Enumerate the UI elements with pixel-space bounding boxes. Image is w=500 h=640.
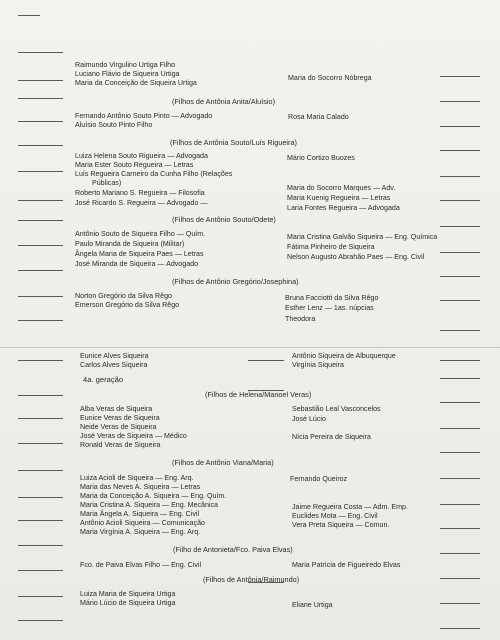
name-entry: Luciano Flávio de Siqueira Urtiga bbox=[75, 70, 180, 78]
name-entry: Paulo Miranda de Siqueira (Militar) bbox=[75, 240, 185, 248]
ruled-line bbox=[440, 226, 480, 227]
name-entry: Eunice Alves Siqueira bbox=[80, 352, 149, 360]
ruled-line bbox=[18, 121, 63, 122]
name-entry: Carlos Alves Siqueira bbox=[80, 361, 148, 369]
name-entry: Luiza Acioli de Siqueira — Eng. Arq. bbox=[80, 474, 194, 482]
ruled-line bbox=[18, 545, 63, 546]
ruled-line bbox=[440, 126, 480, 127]
ruled-line bbox=[18, 200, 63, 201]
ruled-line bbox=[18, 220, 63, 221]
spouse-entry: Laria Fontes Regueira — Advogada bbox=[287, 204, 400, 212]
spouse-entry: Nícia Pereira de Siqueira bbox=[292, 433, 371, 441]
name-entry: Ronald Veras de Siqueira bbox=[80, 441, 161, 449]
ruled-line bbox=[18, 470, 63, 471]
name-entry: Raimundo Virgulino Urtiga Filho bbox=[75, 61, 176, 69]
ruled-line bbox=[440, 252, 480, 253]
family-heading: (Filhos de Antônia Anita/Aluísio) bbox=[172, 97, 276, 106]
ruled-line bbox=[440, 628, 480, 629]
name-entry: Antônio Acioli Siqueira — Comunicação bbox=[80, 519, 205, 527]
name-entry: Eunice Veras de Siqueira bbox=[80, 414, 160, 422]
ruled-line bbox=[440, 478, 480, 479]
ruled-line bbox=[440, 150, 480, 151]
ruled-line bbox=[440, 176, 480, 177]
ruled-line bbox=[440, 402, 480, 403]
name-entry: Aluísio Souto Pinto Filho bbox=[75, 121, 153, 129]
family-heading: (Filhos de Antônia/Raimundo) bbox=[203, 575, 300, 584]
name-entry: Antônio Souto de Siqueira Filho — Quím. bbox=[75, 230, 206, 238]
name-entry: Luiza Maria de Siqueira Urtiga bbox=[80, 590, 176, 598]
page-fold bbox=[0, 347, 500, 348]
spouse-entry: Sebastião Leal Vasconcelos bbox=[292, 405, 381, 413]
ruled-line bbox=[18, 98, 63, 99]
spouse-entry: Fátima Pinheiro de Siqueira bbox=[287, 243, 375, 251]
ruled-line bbox=[440, 578, 480, 579]
ruled-line bbox=[440, 276, 480, 277]
name-entry: Maria Ângela A. Siqueira — Eng. Civil bbox=[80, 510, 200, 518]
ruled-line bbox=[18, 360, 63, 361]
spouse-entry: Maria Patrícia de Figueiredo Elvas bbox=[292, 561, 401, 569]
spouse-entry: Rosa Maria Calado bbox=[288, 113, 349, 121]
name-entry: José Ricardo S. Regueira — Advogado — bbox=[75, 199, 208, 207]
name-entry: José Veras de Siqueira — Médico bbox=[80, 432, 187, 440]
name-entry: Luís Regueira Carneiro da Cunha Filho (Relações bbox=[75, 170, 233, 178]
name-entry: Roberto Mariano S. Regueira — Filosofia bbox=[75, 189, 205, 197]
ruled-line bbox=[440, 101, 480, 102]
name-entry: Luiza Helena Souto Rigueira — Advogada bbox=[75, 152, 208, 160]
ruled-line bbox=[440, 360, 480, 361]
spouse-entry: Maria Cristina Galvão Siqueira — Eng. Química bbox=[287, 233, 438, 241]
ruled-line bbox=[440, 528, 480, 529]
name-entry-continued: Públicas) bbox=[92, 179, 122, 187]
ruled-line bbox=[440, 452, 480, 453]
name-entry: Alba Veras de Siqueira bbox=[80, 405, 153, 413]
ruled-line bbox=[18, 520, 63, 521]
name-entry: Norton Gregório da Silva Rêgo bbox=[75, 292, 172, 300]
family-heading: (Filhos de Antônio Viana/Maria) bbox=[172, 458, 274, 467]
spouse-entry: Esther Lenz — 1as. núpcias bbox=[285, 304, 374, 312]
ruled-line bbox=[18, 570, 63, 571]
ruled-line bbox=[18, 596, 63, 597]
name-entry: Maria da Conceição A. Siqueira — Eng. Quím. bbox=[80, 492, 227, 500]
ruled-line bbox=[18, 145, 63, 146]
spouse-entry: Maria do Socorro Marques — Adv. bbox=[287, 184, 396, 192]
ruled-line bbox=[18, 270, 63, 271]
name-entry: Maria Virgínia A. Siqueira — Eng. Arq. bbox=[80, 528, 201, 536]
ruled-line bbox=[440, 428, 480, 429]
name-entry: Neide Veras de Siqueira bbox=[80, 423, 157, 431]
spouse-entry: Bruna Facciotti da Silva Rêgo bbox=[285, 294, 379, 302]
spouse-entry: Maria do Socorro Nóbrega bbox=[288, 74, 372, 82]
name-entry: Maria Cristina A. Siqueira — Eng. Mecânica bbox=[80, 501, 218, 509]
spouse-entry: Virgínia Siqueira bbox=[292, 361, 344, 369]
spouse-entry: Maria Kuenig Regueira — Letras bbox=[287, 194, 391, 202]
ruled-line bbox=[18, 395, 63, 396]
family-heading: (Filho de Antonieta/Fco. Paiva Elvas) bbox=[173, 545, 293, 554]
ruled-line bbox=[18, 15, 40, 16]
ruled-line bbox=[440, 200, 480, 201]
spouse-entry: Jaime Regueira Costa — Adm. Emp. bbox=[292, 503, 408, 511]
ruled-line bbox=[248, 360, 284, 361]
name-entry: José Miranda de Siqueira — Advogado bbox=[75, 260, 199, 268]
ruled-line bbox=[18, 497, 63, 498]
name-entry: Mário Lúcio de Siqueira Urtiga bbox=[80, 599, 176, 607]
name-entry: Fernando Antônio Souto Pinto — Advogado bbox=[75, 112, 213, 120]
name-entry: Emerson Gregório da Silva Rêgo bbox=[75, 301, 180, 309]
spouse-entry: Euclides Mota — Eng. Civil bbox=[292, 512, 378, 520]
name-entry: Maria da Conceição de Siqueira Urtiga bbox=[75, 79, 197, 87]
name-entry: Maria Ester Souto Regueira — Letras bbox=[75, 161, 194, 169]
ruled-line bbox=[18, 620, 63, 621]
ruled-line bbox=[18, 245, 63, 246]
name-entry: Fco. de Paiva Elvas Filho — Eng. Civil bbox=[80, 561, 202, 569]
ruled-line bbox=[18, 296, 63, 297]
ruled-line bbox=[18, 80, 63, 81]
generation-heading: 4a. geração bbox=[83, 375, 124, 384]
ruled-line bbox=[440, 76, 480, 77]
ruled-line bbox=[440, 330, 480, 331]
ruled-line bbox=[440, 553, 480, 554]
ruled-line bbox=[18, 171, 63, 172]
name-entry: Maria das Neves A. Siqueira — Letras bbox=[80, 483, 201, 491]
ruled-line bbox=[440, 300, 480, 301]
ruled-line bbox=[18, 320, 63, 321]
ruled-line bbox=[18, 52, 63, 53]
spouse-entry: Fernando Queiroz bbox=[290, 475, 348, 483]
family-heading: (Filhos de Helena/Manoel Veras) bbox=[205, 390, 312, 399]
name-entry: Ângela Maria de Siqueira Paes — Letras bbox=[75, 250, 204, 258]
family-heading: (Filhos de Antônio Souto/Odete) bbox=[172, 215, 276, 224]
spouse-entry: Antônio Siqueira de Albuquerque bbox=[292, 352, 396, 360]
spouse-entry: Nelson Augusto Abrahão Paes — Eng. Civil bbox=[287, 253, 425, 261]
ruled-line bbox=[18, 418, 63, 419]
ruled-line bbox=[440, 603, 480, 604]
spouse-entry: José Lúcio bbox=[292, 415, 326, 423]
ruled-line bbox=[18, 443, 63, 444]
spouse-entry: Theodora bbox=[285, 315, 316, 323]
family-heading: (Filhos de Antônia Souto/Luís Rigueira) bbox=[170, 138, 297, 147]
family-heading: (Filhos de Antônio Gregório/Josephina) bbox=[172, 277, 299, 286]
ruled-line bbox=[440, 378, 480, 379]
spouse-entry: Eliane Urtiga bbox=[292, 601, 333, 609]
spouse-entry: Vera Preta Siqueira — Comun. bbox=[292, 521, 390, 529]
spouse-entry: Mário Cortizo Buozes bbox=[287, 154, 355, 162]
ruled-line bbox=[440, 504, 480, 505]
